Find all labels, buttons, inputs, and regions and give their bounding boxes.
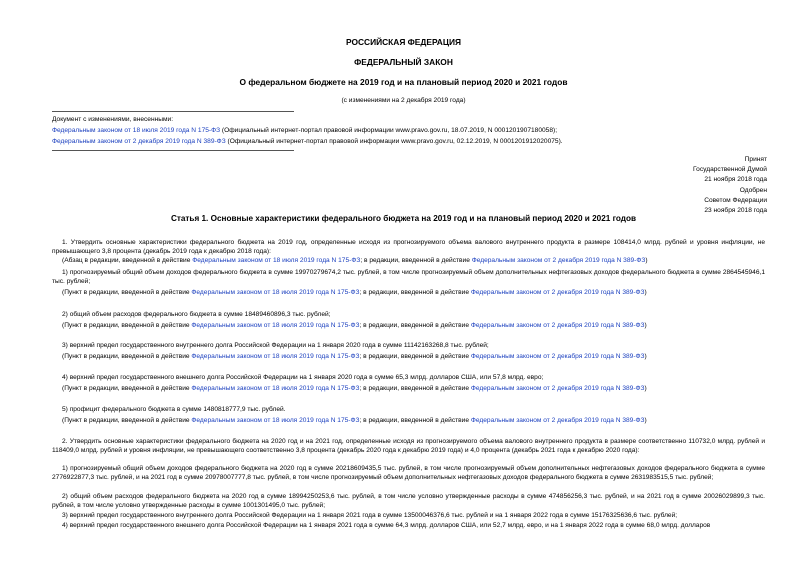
edit-note: (Пункт в редакции, введенной в действие Федеральным законом от 18 июля 2019 года N 175-ФЗ; в редакции, введенной в действие Федеральным законом от 2 декабря 2019 года N 389-ФЗ) xyxy=(62,385,647,392)
amendment-link[interactable]: Федеральным законом от 18 июля 2019 года N 175-ФЗ xyxy=(191,385,360,392)
country-heading: РОССИЙСКАЯ ФЕДЕРАЦИЯ xyxy=(345,37,462,47)
paragraph: 1. Утвердить основные характеристики федерального бюджета на 2019 год, определенные исходя из прогнозируемого объема валового внутреннего продукта в размере 108414,0 млрд. рублей и уровня инфляции, не превышающего 3,8 процента (декабрь 2019 года к декабрю 2018 года): xyxy=(52,239,765,255)
paragraph: 3) верхний предел государственного внутреннего долга Российской Федерации на 1 января 2021 года в сумме 13500046376,6 тыс. рублей и на 1 января 2022 года в сумме 15176325636,6 тыс. рублей; xyxy=(62,512,678,519)
edit-note: (Пункт в редакции, введенной в действие Федеральным законом от 18 июля 2019 года N 175-ФЗ; в редакции, введенной в действие Федеральным законом от 2 декабря 2019 года N 389-ФЗ) xyxy=(62,417,647,424)
law-title: О федеральном бюджете на 2019 год и на плановый период 2020 и 2021 годов xyxy=(239,77,568,87)
amendment-link[interactable]: Федеральным законом от 18 июля 2019 года N 175-ФЗ xyxy=(191,289,360,296)
amendment-link[interactable]: Федеральным законом от 2 декабря 2019 года N 389-ФЗ xyxy=(470,289,645,296)
history-top-divider xyxy=(52,111,294,112)
edition-note: (с изменениями на 2 декабря 2019 года) xyxy=(341,97,466,104)
amendment-link[interactable]: Федеральным законом от 18 июля 2019 года N 175-ФЗ xyxy=(192,257,361,264)
amendment-link[interactable]: Федеральным законом от 2 декабря 2019 года N 389-ФЗ xyxy=(470,417,645,424)
paragraph: 4) верхний предел государственного внешнего долга Российской Федерации на 1 января 2021 года в сумме 64,3 млрд. долларов США, или 52,7 млрд. евро, и на 1 января 2022 года в сумме 68,0 млрд. долларов xyxy=(62,522,711,529)
paragraph: 3) верхний предел государственного внутреннего долга Российской Федерации на 1 января 2020 года в сумме 11142163268,8 тыс. рублей; xyxy=(62,342,489,349)
law-type-heading: ФЕДЕРАЛЬНЫЙ ЗАКОН xyxy=(354,57,453,67)
paragraph: 2. Утвердить основные характеристики федерального бюджета на 2020 год и на 2021 год, определенные исходя из прогнозируемого объема валового внутреннего продукта в размере соответственно 110732,0 млрд. рублей и 118409,0 млрд. рублей и уровня инфляции, не превышающего соответственно 3,8 процента (декабрь 2020 года к декабрю 2019 года) и 4,0 процента (декабрь 2021 года к декабрю 2020 года): xyxy=(52,438,765,454)
amendment-link[interactable]: Федеральным законом от 2 декабря 2019 года N 389-ФЗ xyxy=(471,257,646,264)
paragraph: 4) верхний предел государственного внешнего долга Российской Федерации на 1 января 2020 года в сумме 65,3 млрд. долларов США, или 57,8 млрд. евро; xyxy=(62,374,544,381)
paragraph: 1) прогнозируемый общий объем доходов федерального бюджета на 2020 год в сумме 20218609435,5 тыс. рублей, в том числе прогнозируемый объем дополнительных нефтегазовых доходов федерального бюджета в сумме 2776922877,3 тыс. рублей, и на 2021 год в сумме 20978007777,8 тыс. рублей, в том числе прогнозируемый объем дополнительных нефтегазовых доходов федерального бюджета в сумме 2631983515,5 тыс. рублей; xyxy=(52,465,765,481)
article-title: Статья 1. Основные характеристики федерального бюджета на 2019 год и на плановый период 2020 и 2021 годов xyxy=(170,214,637,223)
history-bottom-divider xyxy=(52,150,294,151)
history-intro: Документ с изменениями, внесенными: xyxy=(52,116,174,123)
edit-note: (Пункт в редакции, введенной в действие Федеральным законом от 18 июля 2019 года N 175-ФЗ; в редакции, введенной в действие Федеральным законом от 2 декабря 2019 года N 389-ФЗ) xyxy=(62,353,647,360)
paragraph: 2) общий объем расходов федерального бюджета на 2020 год в сумме 18994250253,6 тыс. рублей, в том числе условно утвержденные расходы в сумме 474856256,3 тыс. рублей, и на 2021 год в сумме 20026029899,3 тыс. рублей, в том числе условно утвержденные расходы в сумме 1001301495,0 тыс. рублей; xyxy=(52,493,765,509)
edit-note: (Пункт в редакции, введенной в действие Федеральным законом от 18 июля 2019 года N 175-ФЗ; в редакции, введенной в действие Федеральным законом от 2 декабря 2019 года N 389-ФЗ) xyxy=(62,289,647,296)
paragraph: 2) общий объем расходов федерального бюджета в сумме 18489460896,3 тыс. рублей; xyxy=(62,311,331,318)
amendment-link[interactable]: Федеральным законом от 2 декабря 2019 года N 389-ФЗ xyxy=(470,322,645,329)
edit-note: (Пункт в редакции, введенной в действие Федеральным законом от 18 июля 2019 года N 175-ФЗ; в редакции, введенной в действие Федеральным законом от 2 декабря 2019 года N 389-ФЗ) xyxy=(62,322,647,329)
history-item: Федеральным законом от 2 декабря 2019 года N 389-ФЗ (Официальный интернет-портал правовой информации www.pravo.gov.ru, 02.12.2019, N 0001201912020075). xyxy=(52,138,563,145)
edit-note: (Абзац в редакции, введенной в действие Федеральным законом от 18 июля 2019 года N 175-ФЗ; в редакции, введенной в действие Федеральным законом от 2 декабря 2019 года N 389-ФЗ) xyxy=(62,257,648,264)
paragraph: 5) профицит федерального бюджета в сумме 1480818777,9 тыс. рублей. xyxy=(62,406,286,413)
history-item: Федеральным законом от 18 июля 2019 года N 175-ФЗ (Официальный интернет-портал правовой информации www.pravo.gov.ru, 18.07.2019, N 0001201907180058); xyxy=(52,127,558,134)
amendment-link[interactable]: Федеральным законом от 2 декабря 2019 года N 389-ФЗ xyxy=(470,385,645,392)
amendment-link[interactable]: Федеральным законом от 18 июля 2019 года N 175-ФЗ xyxy=(52,127,221,134)
amendment-link[interactable]: Федеральным законом от 2 декабря 2019 года N 389-ФЗ xyxy=(52,138,226,145)
amendment-link[interactable]: Федеральным законом от 18 июля 2019 года N 175-ФЗ xyxy=(191,417,360,424)
amendment-link[interactable]: Федеральным законом от 18 июля 2019 года N 175-ФЗ xyxy=(191,353,360,360)
amendment-link[interactable]: Федеральным законом от 2 декабря 2019 года N 389-ФЗ xyxy=(470,353,645,360)
amendment-link[interactable]: Федеральным законом от 18 июля 2019 года N 175-ФЗ xyxy=(191,322,360,329)
adoption-block: Принят Государственной Думой 21 ноября 2018 года Одобрен Советом Федерации 23 ноября 2018 года xyxy=(693,156,767,215)
paragraph: 1) прогнозируемый общий объем доходов федерального бюджета в сумме 19970279674,2 тыс. рублей, в том числе прогнозируемый объем дополнительных нефтегазовых доходов федерального бюджета в сумме 2864545946,1 тыс. рублей; xyxy=(52,269,765,285)
